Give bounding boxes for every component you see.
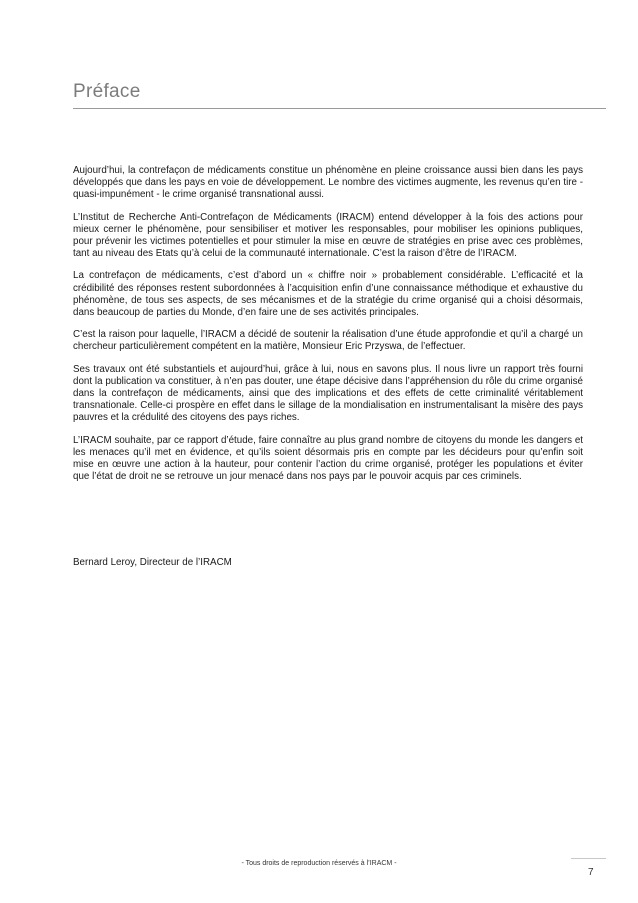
paragraph: C’est la raison pour laquelle, l’IRACM a décidé de soutenir la réalisation d’une étude approfondie et qu’il a chargé un chercheur particulièrement compétent en la matière, Monsieur Eric Przyswa, de l’effectuer. bbox=[73, 329, 583, 353]
footer-divider bbox=[571, 858, 606, 859]
paragraph: La contrefaçon de médicaments, c’est d’abord un « chiffre noir » probablement considérable. L’efficacité et la crédibilité des réponses restent subordonnées à l’acquisition enfin d’une connaissance méthodique et exhaustive du phénomène, de tous ses aspects, de ses mécanismes et de la stratégie du crime organisé qui a choisi désormais, dans beaucoup de parties du Monde, d’en faire une de ses activités principales. bbox=[73, 270, 583, 319]
paragraph: Aujourd’hui, la contrefaçon de médicaments constitue un phénomène en pleine croissance aussi bien dans les pays développés que dans les pays en voie de développement. Le nombre des victimes augmente, les revenus qu’en tire - quasi-impunément - le crime organisé transnational aussi. bbox=[73, 165, 583, 201]
paragraph: L’IRACM souhaite, par ce rapport d’étude, faire connaître au plus grand nombre de citoyens du monde les dangers et les menaces qu’il met en évidence, et qu’ils soient désormais pris en compte par les décideurs pour qu’enfin soit mise en œuvre une action à la hauteur, pour contenir l’action du crime organisé, protéger les populations et éviter que l’état de droit ne se retrouve un jour menacé dans nos pays par le pouvoir acquis par ces criminels. bbox=[73, 434, 583, 483]
signature: Bernard Leroy, Directeur de l’IRACM bbox=[73, 557, 232, 568]
page-number: 7 bbox=[588, 867, 594, 878]
preface-body bbox=[73, 165, 583, 493]
paragraph: Ses travaux ont été substantiels et aujourd’hui, grâce à lui, nous en savons plus. Il nous livre un rapport très fourni dont la publication va constituer, à n’en pas douter, une étape décisive dans l’appréhension du rôle du crime organisé dans la contrefaçon de médicaments, ainsi que des implications et des effets de cette criminalité véritablement transnationale. Celle-ci prospère en effet dans le sillage de la mondialisation en instrumentalisant la misère des pays pauvres et la crédulité des citoyens des pays riches. bbox=[73, 363, 583, 424]
title-divider bbox=[73, 108, 606, 109]
page-title: Préface bbox=[73, 81, 141, 102]
paragraph: L’Institut de Recherche Anti-Contrefaçon de Médicaments (IRACM) entend développer à la fois des actions pour mieux cerner le phénomène, pour sensibiliser et motiver les responsables, pour mobiliser les opinions publiques, pour prévenir les victimes potentielles et pour stimuler la mise en œuvre de stratégies en prise avec ces problèmes, tant au niveau des Etats qu’à celui de la communauté internationale. C’est la raison d’être de l’IRACM. bbox=[73, 211, 583, 260]
footer-copyright: - Tous droits de reproduction réservés à l’IRACM - bbox=[241, 860, 397, 867]
